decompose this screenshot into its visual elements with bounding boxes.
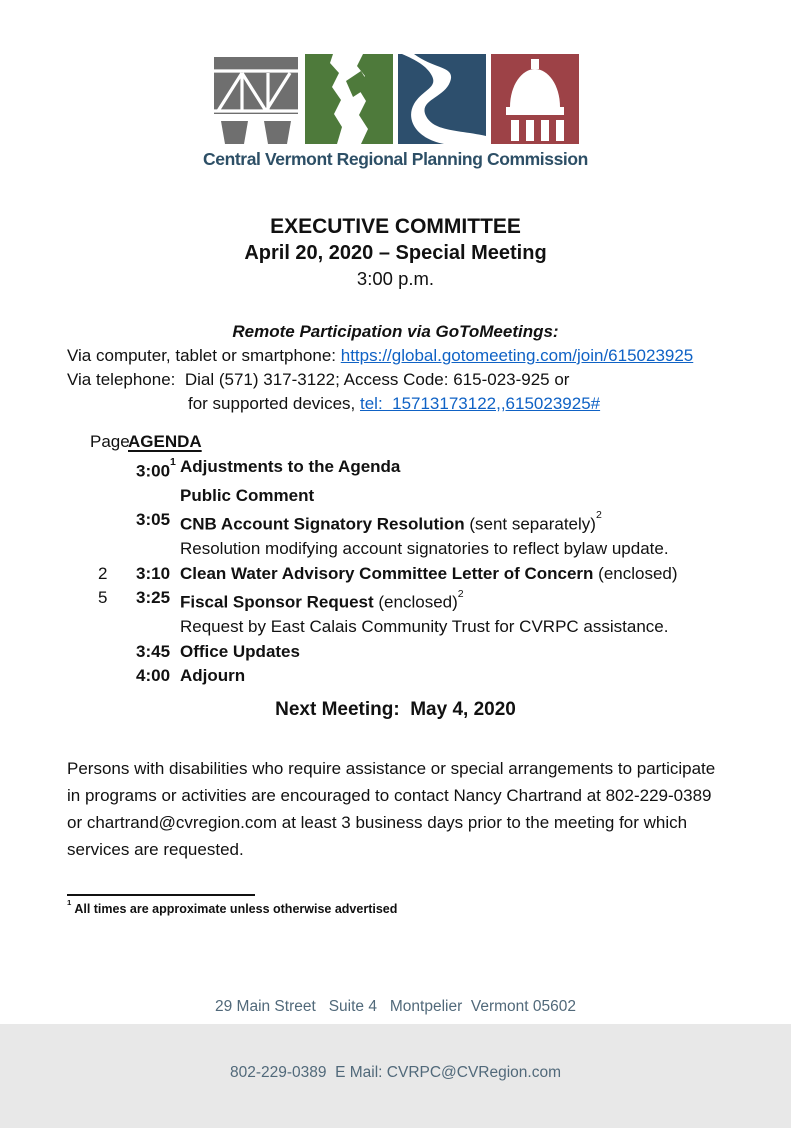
next-meeting-note: Next Meeting: May 4, 2020 xyxy=(275,698,516,720)
agenda-section xyxy=(90,430,724,689)
agenda-time: $3:00^1$ xyxy=(136,455,176,481)
agenda-time xyxy=(128,484,180,509)
gotomeeting-link[interactable]: https://global.gotomeeting.com/join/615023925 xyxy=(340,346,694,365)
remote-devices-line xyxy=(67,392,724,416)
agenda-page-number: 5 xyxy=(98,588,108,608)
agenda-time xyxy=(128,537,180,562)
agenda-item-title: Public Comment xyxy=(180,485,315,505)
remote-computer-line xyxy=(67,344,724,368)
agenda-page-number xyxy=(90,640,128,665)
logo xyxy=(0,0,791,170)
footnote-marker: 1 xyxy=(67,897,72,907)
meeting-title: EXECUTIVE COMMITTEE xyxy=(270,215,521,238)
agenda-item-title: Clean Water Advisory Committee Letter of Concern (enclosed) xyxy=(180,563,678,583)
footnote-divider xyxy=(67,894,255,896)
agenda-page-number xyxy=(90,615,128,640)
accessibility-note: Persons with disabilities who require assistance or special arrangements to participate in programs or activities are encouraged to contact Nancy Chartrand at 802-229-0389 or chartrand@cvregion.com at least 3 business days prior to the meeting for which services are requested. xyxy=(67,758,716,859)
remote-telephone-line: Via telephone: Dial (571) 317-3122; Access Code: 615-023-925 or xyxy=(67,370,570,389)
agenda-page-number xyxy=(90,664,128,689)
vermont-map-icon xyxy=(305,54,393,144)
title-block xyxy=(67,214,724,292)
meeting-date: April 20, 2020 – Special Meeting xyxy=(244,242,547,264)
agenda-time xyxy=(128,615,180,640)
covered-bridge-icon xyxy=(212,54,300,144)
agenda-time: 3:45 xyxy=(136,641,171,661)
telephone-link[interactable]: tel: 15713173122,,615023925# xyxy=(359,394,601,413)
agenda-page-number: 2 xyxy=(98,563,108,583)
agenda-time: 3:05 xyxy=(136,510,171,530)
footnote xyxy=(67,894,397,916)
agenda-page-number xyxy=(90,484,128,509)
footnote-body: All times are approximate unless otherwise advertised xyxy=(71,902,398,917)
agenda-page-number xyxy=(90,508,128,537)
river-icon xyxy=(398,54,486,144)
meeting-time: 3:00 p.m. xyxy=(356,268,435,289)
remote-participation-section xyxy=(67,320,724,416)
remote-participation-heading: Remote Participation via GoToMeetings: xyxy=(232,322,559,341)
agenda-time: 4:00 xyxy=(136,666,171,686)
agenda-time: 3:10 xyxy=(136,563,171,583)
remote-computer-prefix: Via computer, tablet or smartphone: xyxy=(67,346,341,365)
agenda-item-title: Request by East Calais Community Trust for CVRPC assistance. xyxy=(180,617,669,637)
agenda-page-number xyxy=(90,455,128,484)
agenda-item-title: Resolution modifying account signatories to reflect bylaw update. xyxy=(180,539,669,559)
agenda-heading: AGENDA xyxy=(128,432,202,451)
agenda-item-title: Adjustments to the Agenda xyxy=(180,456,401,476)
logo-caption: Central Vermont Regional Planning Commission xyxy=(203,149,588,169)
agenda-item-title: CNB Account Signatory Resolution (sent separately)$^2$ xyxy=(180,509,602,534)
capitol-dome-icon xyxy=(491,54,579,144)
agenda-item-title: Adjourn xyxy=(180,666,246,686)
agenda-page-column-header: Page xyxy=(90,432,130,451)
remote-devices-prefix: for supported devices, xyxy=(188,394,360,413)
agenda-page-number xyxy=(90,537,128,562)
page-footer xyxy=(0,952,791,1128)
footnote-text xyxy=(67,897,398,917)
logo-panels xyxy=(0,54,791,144)
footer-address: 29 Main Street Suite 4 Montpelier Vermont 05602 xyxy=(214,998,576,1015)
agenda-grid xyxy=(90,430,724,689)
agenda-time: 3:25 xyxy=(136,588,171,608)
footer-contact: 802-229-0389 E Mail: CVRPC@CVRegion.com xyxy=(229,1064,562,1081)
agenda-item-title: Office Updates xyxy=(180,641,300,661)
agenda-item-title: Fiscal Sponsor Request (enclosed)$^2$ xyxy=(180,587,464,612)
